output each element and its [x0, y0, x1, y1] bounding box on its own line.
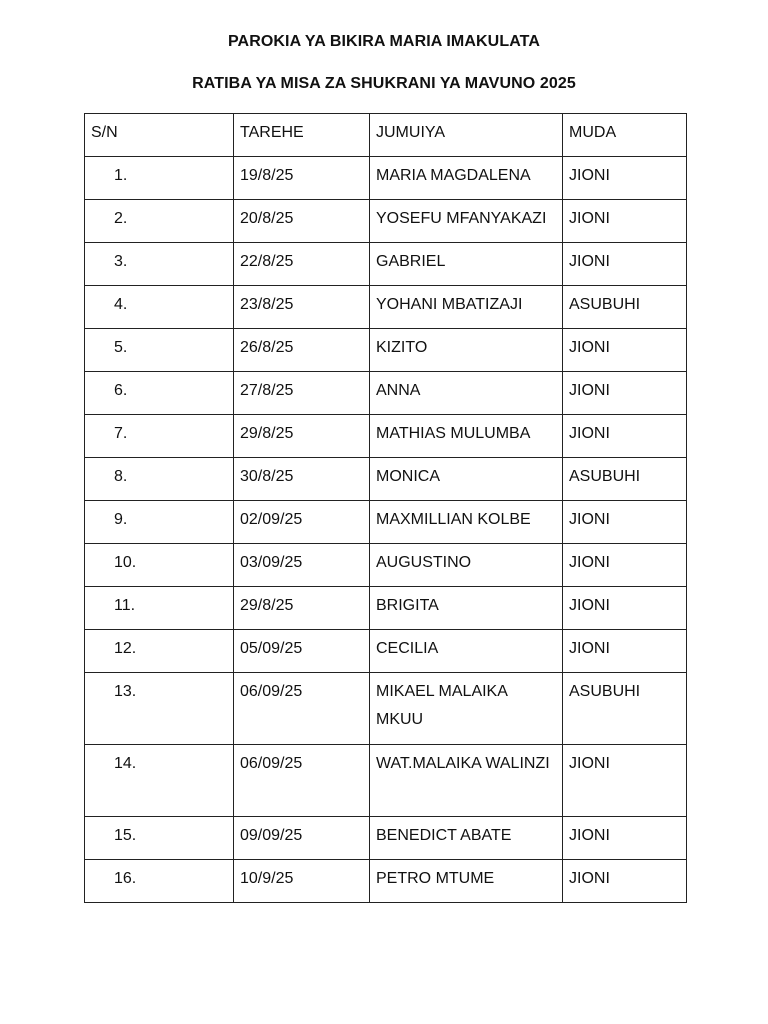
cell-jumuiya: MIKAEL MALAIKA MKUU — [370, 673, 563, 745]
table-row — [85, 372, 687, 415]
cell-muda: JIONI — [563, 243, 687, 286]
cell-sn: 7. — [85, 415, 234, 458]
cell-jumuiya: KIZITO — [370, 329, 563, 372]
cell-sn: 12. — [85, 630, 234, 673]
cell-jumuiya: GABRIEL — [370, 243, 563, 286]
cell-jumuiya: MAXMILLIAN KOLBE — [370, 501, 563, 544]
table-row — [85, 157, 687, 200]
cell-date: 06/09/25 — [234, 745, 370, 817]
cell-sn: 6. — [85, 372, 234, 415]
cell-muda: ASUBUHI — [563, 458, 687, 501]
cell-sn: 2. — [85, 200, 234, 243]
cell-sn: 16. — [85, 860, 234, 903]
header-sn: S/N — [85, 114, 234, 157]
cell-sn: 14. — [85, 745, 234, 817]
cell-sn: 13. — [85, 673, 234, 745]
cell-date: 29/8/25 — [234, 415, 370, 458]
cell-muda: JIONI — [563, 745, 687, 817]
cell-muda: JIONI — [563, 372, 687, 415]
cell-sn: 10. — [85, 544, 234, 587]
cell-muda: ASUBUHI — [563, 286, 687, 329]
cell-muda: JIONI — [563, 544, 687, 587]
cell-sn: 11. — [85, 587, 234, 630]
cell-date: 22/8/25 — [234, 243, 370, 286]
cell-date: 19/8/25 — [234, 157, 370, 200]
cell-muda: JIONI — [563, 415, 687, 458]
cell-jumuiya: MARIA MAGDALENA — [370, 157, 563, 200]
cell-date: 20/8/25 — [234, 200, 370, 243]
header-date: TAREHE — [234, 114, 370, 157]
cell-date: 10/9/25 — [234, 860, 370, 903]
table-row — [85, 630, 687, 673]
cell-jumuiya: PETRO MTUME — [370, 860, 563, 903]
document-subtitle: RATIBA YA MISA ZA SHUKRANI YA MAVUNO 2025 — [192, 75, 576, 92]
cell-date: 06/09/25 — [234, 673, 370, 745]
cell-jumuiya: WAT.MALAIKA WALINZI — [370, 745, 563, 817]
cell-muda: ASUBUHI — [563, 673, 687, 745]
table-row — [85, 458, 687, 501]
cell-sn: 1. — [85, 157, 234, 200]
cell-sn: 15. — [85, 817, 234, 860]
cell-date: 26/8/25 — [234, 329, 370, 372]
cell-jumuiya: ANNA — [370, 372, 563, 415]
cell-jumuiya: MONICA — [370, 458, 563, 501]
schedule-table — [84, 113, 687, 903]
header-muda: MUDA — [563, 114, 687, 157]
document-title: PAROKIA YA BIKIRA MARIA IMAKULATA — [227, 33, 541, 50]
cell-jumuiya: MATHIAS MULUMBA — [370, 415, 563, 458]
table-row — [85, 329, 687, 372]
cell-date: 30/8/25 — [234, 458, 370, 501]
cell-jumuiya: BENEDICT ABATE — [370, 817, 563, 860]
cell-muda: JIONI — [563, 501, 687, 544]
cell-jumuiya: BRIGITA — [370, 587, 563, 630]
table-row — [85, 673, 687, 745]
table-row — [85, 415, 687, 458]
table-row — [85, 745, 687, 817]
table-row — [85, 544, 687, 587]
cell-jumuiya: AUGUSTINO — [370, 544, 563, 587]
cell-jumuiya: YOSEFU MFANYAKAZI — [370, 200, 563, 243]
cell-jumuiya: YOHANI MBATIZAJI — [370, 286, 563, 329]
cell-date: 27/8/25 — [234, 372, 370, 415]
cell-date: 23/8/25 — [234, 286, 370, 329]
cell-muda: JIONI — [563, 630, 687, 673]
table-row — [85, 243, 687, 286]
cell-jumuiya: CECILIA — [370, 630, 563, 673]
header-jumuiya: JUMUIYA — [370, 114, 563, 157]
table-row — [85, 587, 687, 630]
cell-muda: JIONI — [563, 860, 687, 903]
table-row — [85, 817, 687, 860]
cell-muda: JIONI — [563, 200, 687, 243]
cell-date: 02/09/25 — [234, 501, 370, 544]
cell-sn: 3. — [85, 243, 234, 286]
cell-muda: JIONI — [563, 157, 687, 200]
cell-muda: JIONI — [563, 329, 687, 372]
cell-date: 29/8/25 — [234, 587, 370, 630]
cell-date: 09/09/25 — [234, 817, 370, 860]
cell-date: 03/09/25 — [234, 544, 370, 587]
cell-sn: 8. — [85, 458, 234, 501]
cell-muda: JIONI — [563, 587, 687, 630]
table-row — [85, 860, 687, 903]
table-row — [85, 286, 687, 329]
table-header-row — [85, 114, 687, 157]
cell-sn: 4. — [85, 286, 234, 329]
table-row — [85, 200, 687, 243]
cell-date: 05/09/25 — [234, 630, 370, 673]
table-row — [85, 501, 687, 544]
cell-muda: JIONI — [563, 817, 687, 860]
cell-sn: 5. — [85, 329, 234, 372]
cell-sn: 9. — [85, 501, 234, 544]
